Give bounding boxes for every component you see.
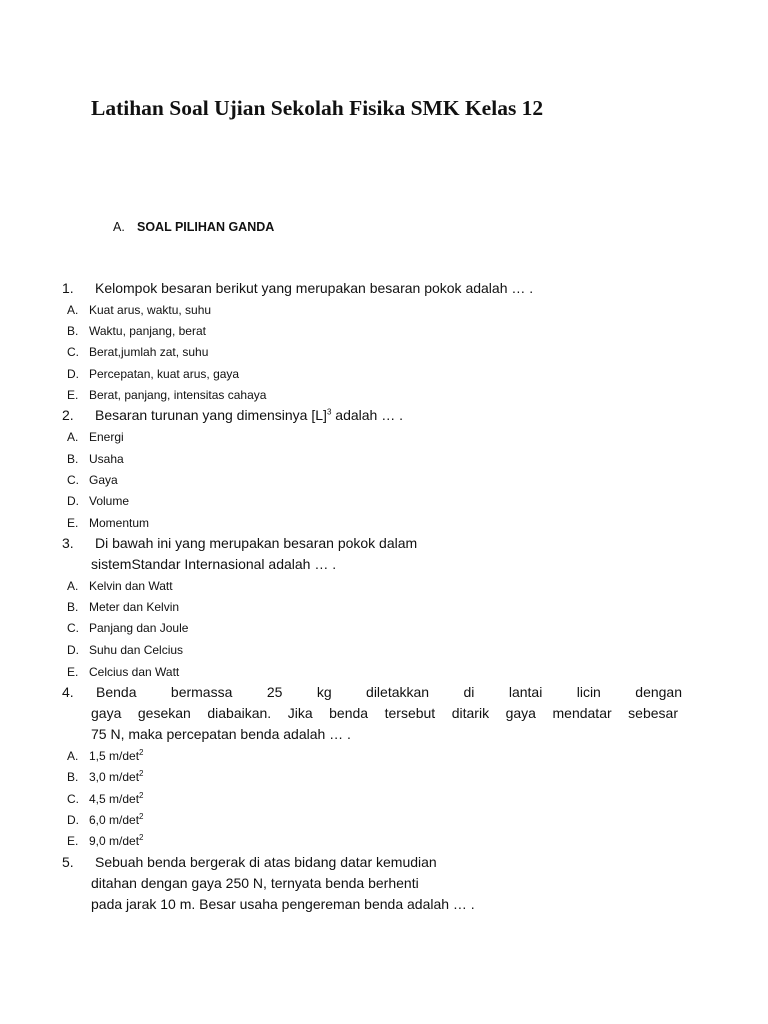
question-5 [62,852,682,915]
option-letter: C. [67,621,79,635]
option-text: Gaya [89,473,118,487]
option-4d [67,813,143,828]
option-2d [67,494,129,509]
question-text-part: adalah … . [331,407,403,423]
option-text: Kelvin dan Watt [89,579,173,593]
superscript: 2 [139,769,144,778]
option-2c [67,473,118,488]
question-2 [62,405,682,426]
question-number: 3. [62,535,74,551]
option-2b [67,452,124,467]
option-2a [67,430,124,445]
option-letter: B. [67,600,79,614]
question-number: 1. [62,280,74,296]
question-1 [62,278,682,299]
option-text: 1,5 m/det [89,749,140,763]
option-1d [67,367,239,382]
option-text: Berat, panjang, intensitas cahaya [89,388,267,402]
option-text: 4,5 m/det [89,792,140,806]
option-letter: D. [67,494,79,508]
question-text-part: Besaran turunan yang dimensinya [L] [95,407,327,423]
option-letter: C. [67,792,79,806]
option-letter: D. [67,367,79,381]
option-text: 3,0 m/det [89,770,140,784]
question-text-line: 75 N, maka percepatan benda adalah … . [91,726,351,742]
option-text: Energi [89,430,124,444]
question-3 [62,533,682,575]
section-marker: A. [113,220,125,234]
superscript: 3 [326,407,332,417]
option-text: Meter dan Kelvin [89,600,180,614]
option-text: Celcius dan Watt [89,665,180,679]
option-3e [67,665,179,680]
option-letter: E. [67,665,79,679]
option-text: Panjang dan Joule [89,621,189,635]
option-letter: A. [67,303,79,317]
section-heading [113,220,274,234]
option-4c [67,792,143,807]
option-letter: A. [67,749,79,763]
option-text: 6,0 m/det [89,813,140,827]
question-number: 4. [62,684,74,700]
option-text: Percepatan, kuat arus, gaya [89,367,240,381]
option-3a [67,579,173,594]
question-text-line: pada jarak 10 m. Besar usaha pengereman benda adalah … . [91,896,475,912]
option-1b [67,324,206,339]
option-4e [67,834,143,849]
superscript: 2 [139,833,144,842]
option-letter: A. [67,579,79,593]
option-text: Berat,jumlah zat, suhu [89,345,209,359]
question-4 [62,682,682,745]
option-3d [67,643,183,658]
option-text: 9,0 m/det [89,834,140,848]
question-text [95,405,682,426]
option-text: Volume [89,494,130,508]
option-letter: D. [67,813,79,827]
option-letter: B. [67,770,79,784]
option-4a [67,749,143,764]
option-letter: B. [67,452,79,466]
option-letter: A. [67,430,79,444]
option-text: Momentum [89,516,150,530]
superscript: 2 [139,748,144,757]
option-letter: D. [67,643,79,657]
option-letter: E. [67,516,79,530]
page-title: Latihan Soal Ujian Sekolah Fisika SMK Kelas 12 [91,96,544,120]
question-text-line: ditahan dengan gaya 250 N, ternyata benda berhenti [91,875,419,891]
question-number: 5. [62,854,74,870]
question-text-line: Sebuah benda bergerak di atas bidang datar kemudian [95,854,437,870]
option-3c [67,621,188,636]
option-1a [67,303,211,318]
option-letter: C. [67,473,79,487]
option-letter: C. [67,345,79,359]
option-letter: E. [67,388,79,402]
option-text: Waktu, panjang, berat [89,324,206,338]
option-text: Kuat arus, waktu, suhu [89,303,212,317]
superscript: 2 [139,812,144,821]
option-3b [67,600,179,615]
option-text: Suhu dan Celcius [89,643,184,657]
option-letter: B. [67,324,79,338]
option-2e [67,516,149,531]
option-1e [67,388,266,403]
question-text-line: Benda bermassa 25 kg diletakkan di lantai licin dengan [96,684,682,700]
option-text: Usaha [89,452,124,466]
question-text-line: Di bawah ini yang merupakan besaran pokok dalam [95,535,418,551]
question-text-line: gaya gesekan diabaikan. Jika benda tersebut ditarik gaya mendatar sebesar [91,705,678,721]
question-number: 2. [62,407,74,423]
option-1c [67,345,208,360]
question-text: Kelompok besaran berikut yang merupakan besaran pokok adalah … . [95,280,534,296]
question-text-line: sistemStandar Internasional adalah … . [91,556,337,572]
option-letter: E. [67,834,79,848]
option-4b [67,770,143,785]
superscript: 2 [139,791,144,800]
section-title: SOAL PILIHAN GANDA [137,220,275,234]
